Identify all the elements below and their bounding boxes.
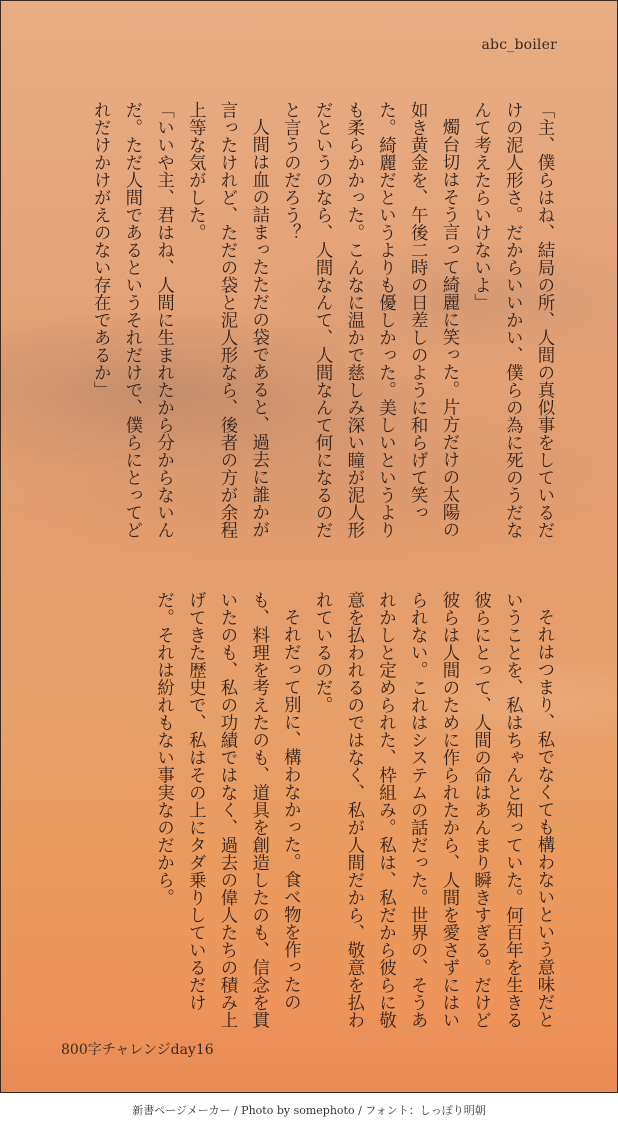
challenge-tag: 800字チャレンジday16 [61,1042,214,1058]
paragraph: 燭台切はそう言って綺麗に笑った。片方だけの太陽の如き黄金を、午後二時の日差しのように和らげて笑った。綺麗だというよりも優しかった。美しいというよりも柔らかかった。こんなに温かで慈しみ深い瞳が泥人形だというのなら、人間なんて、人間なんて何になるのだと言うのだろう？ [280,101,459,539]
paragraph: 人間は血の詰まったただの袋であると、過去に誰かが言ったけれど、ただの袋と泥人形なら、後者の方が余程上等な気がした。 [185,101,269,539]
paragraph: それだって別に、構わなかった。食べ物を作ったのも、料理を考えたのも、道具を創造したのも、信念を貫いたのも、私の功績ではなく、過去の偉人たちの積み上げてきた歴史で、私はその上にタダ乗りしているだけだ。それは紛れもない事実なのだから。 [153,591,301,1029]
text-block-lower [147,591,559,1031]
author-name: abc_boiler [481,37,557,53]
text-block-upper [83,101,559,541]
credit-line: 新書ページメーカー / Photo by somephoto / フォント：しっぽり明朝 [132,1104,486,1117]
paragraph: 「いいや主、君はね、人間に生まれたから分からないんだ。ただ人間であるというそれだけで、僕らにとってどれだけかけがえのない存在であるか」 [90,101,174,539]
paragraph: それはつまり、私でなくても構わないという意味だということを、私はちゃんと知っていた。何百年を生きる彼らにとって、人間の命はあんまり瞬きすぎる。だけど彼らは人間のために作られたから、人間を愛さずにはいられない。これはシステムの話だった。世界の、そうあれかしと定められた、枠組み。私は、私だから彼らに敬意を払われるのではなく、私が人間だから、敬意を払われているのだ。 [312,591,554,1029]
paragraph: 「主、僕らはね、結局の所、人間の真似事をしているだけの泥人形さ。だからいいかい、僕らの為に死のうだなんて考えたらいけないよ」 [470,101,554,539]
